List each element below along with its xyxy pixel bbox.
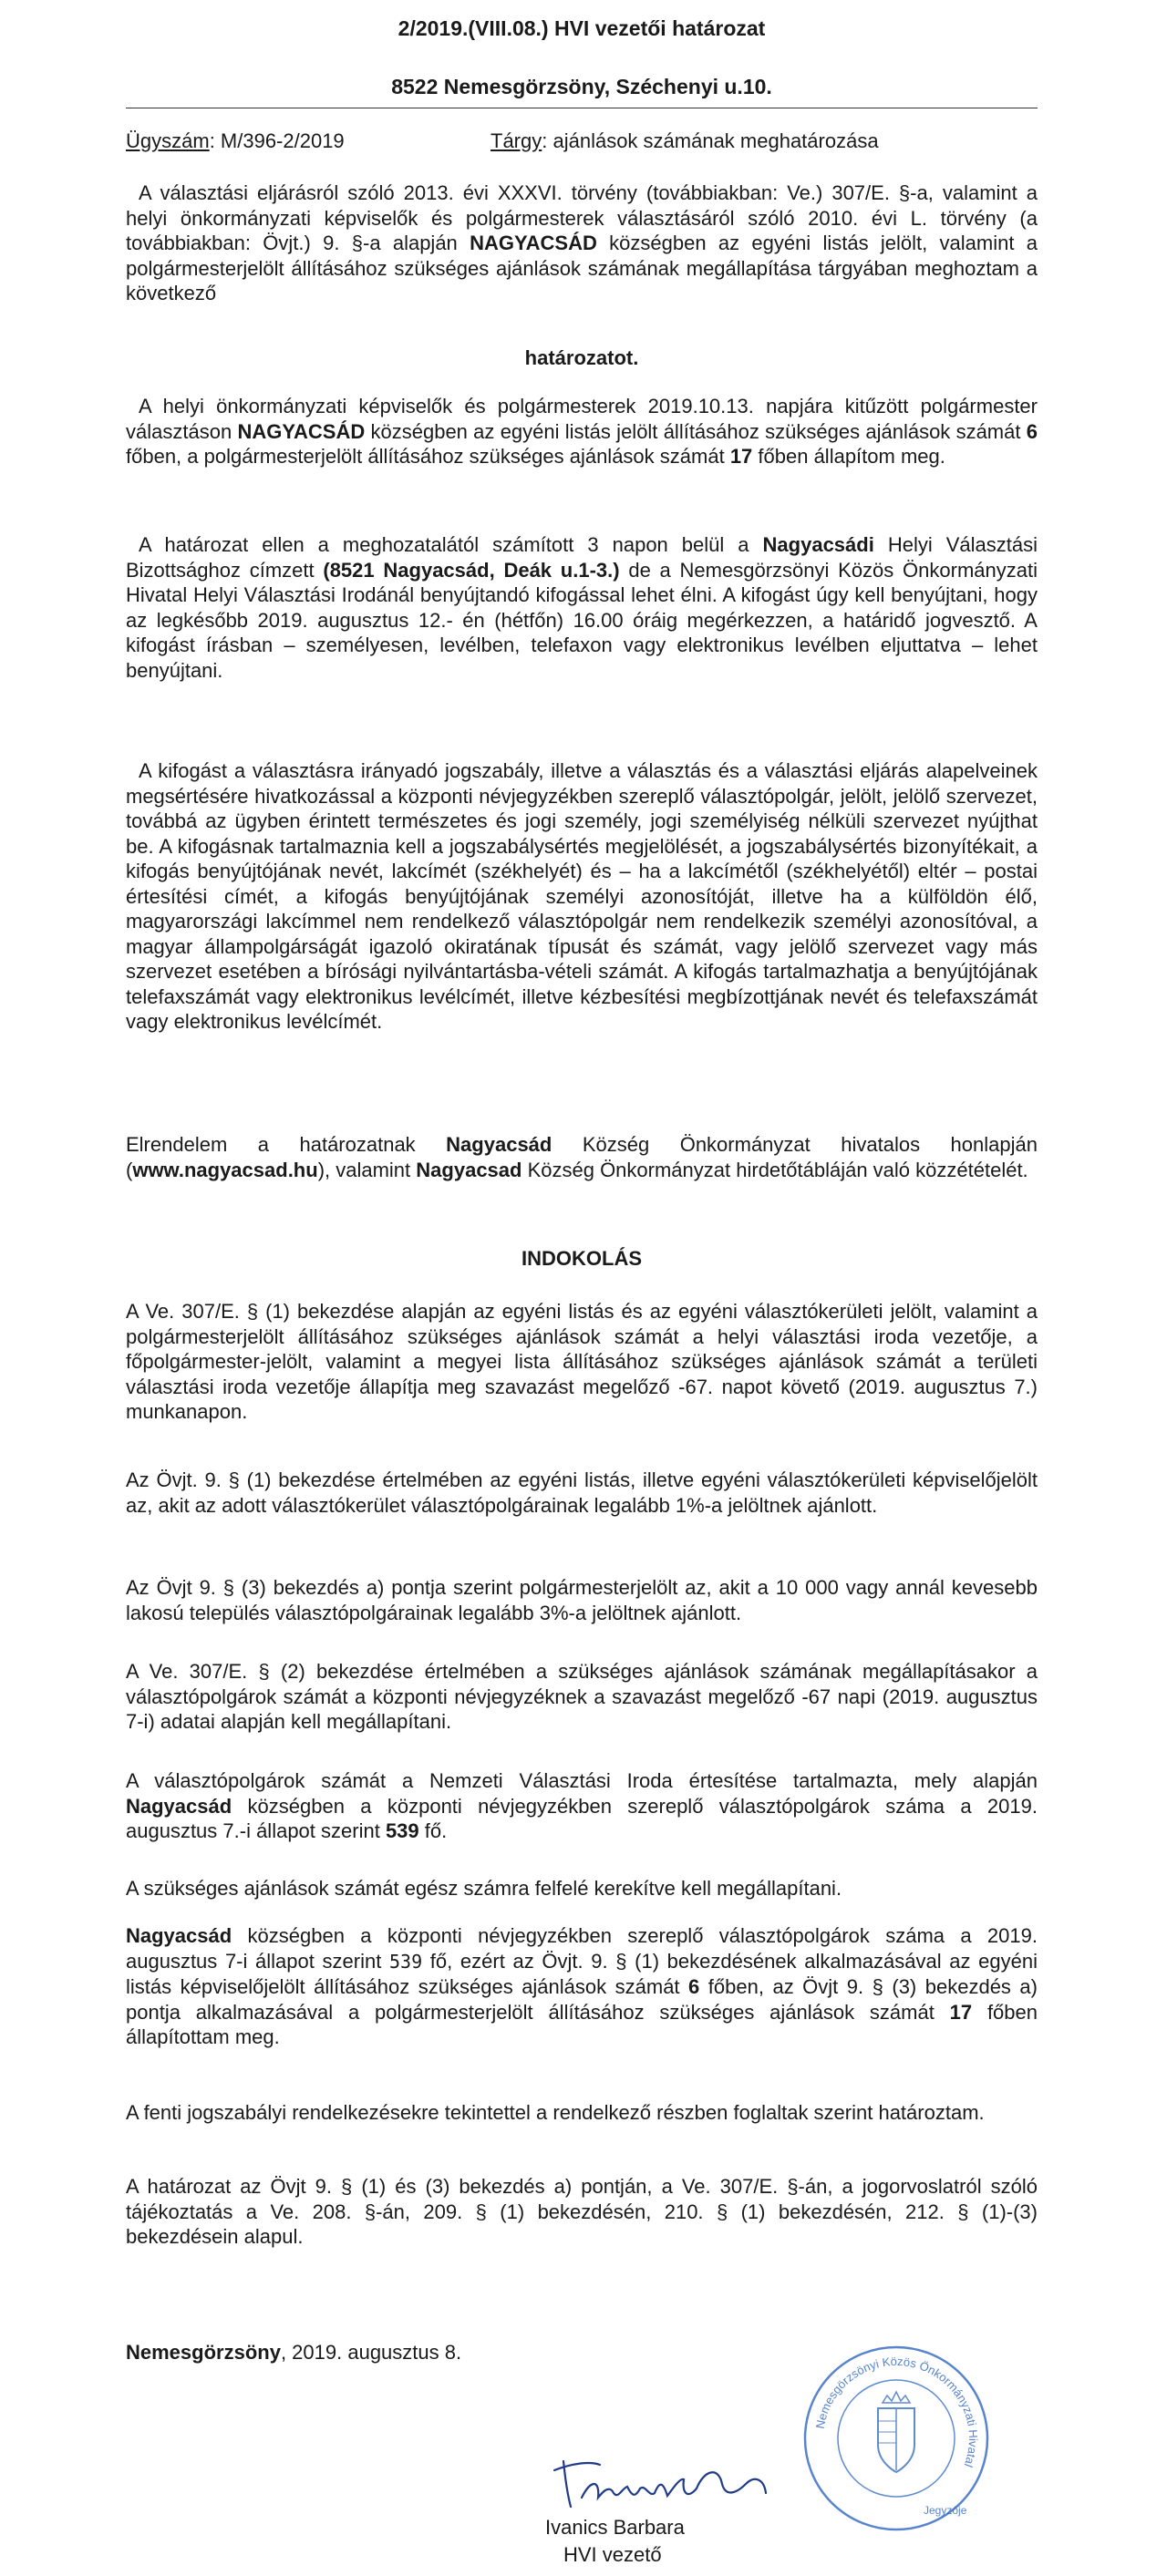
- stamp-bottom-text: Jegyzője: [924, 2504, 967, 2517]
- decision-count-list: 6: [1026, 419, 1038, 443]
- decision-text-1: A helyi önkormányzati képviselők és polgármesterek 2019.10.13. napjára kitűzött polgármester választáson: [126, 395, 1038, 443]
- reasoning-p7-count-list: 6: [688, 1975, 700, 1998]
- appeal-committee-address: (8521 Nagyacsád, Deák u.1-3.): [323, 558, 620, 582]
- case-subject-value: : ajánlások számának meghatározása: [542, 129, 879, 152]
- reasoning-p7-count-handwritten: 539: [389, 1950, 423, 1973]
- signatory-role: HVI vezető: [563, 2543, 662, 2566]
- decision-place: NAGYACSÁD: [237, 419, 366, 443]
- publication-text-3: ), valamint: [317, 1158, 417, 1181]
- objection-paragraph: A kifogást a választásra irányadó jogszabály, illetve a választás és a választási eljárás alapelveinek megsértésére hivatkozással a központi névjegyzékben szereplő választópolgár, jelölt, jelölő szervezet, továbbá az ügyben érintett természetes és jogi személy, jogi személyiség nélküli szervezet nyújthat be. A kifogásnak tartalmaznia kell a jogszabálysértés megjelölését, a jogszabálysértés bizonyítékait, a kifogás benyújtójának nevét, lakcímét (székhelyét) és – ha a lakcímétől (székhelyétől) eltér – postai értesítési címét, a kifogás benyújtójának személyi azonosítóját, illetve ha a külföldön élő, magyarországi lakcímmel nem rendelkező választópolgár nem rendelkezik személyi azonosítóval, a magyar állampolgárságát igazoló okiratának típusát és számát, vagy jelölő szervezet vagy más szervezet esetében a bírósági nyilvántartásba-vételi számát. A kifogás tartalmazhatja a benyújtójának telefaxszámát vagy elektronikus levélcímét, illetve kézbesítési megbízottjának nevét és telefaxszámát vagy elektronikus levélcímét.: [126, 759, 1038, 1033]
- closing-place: Nemesgörzsöny: [126, 2341, 281, 2364]
- reasoning-p5-place: Nagyacsád: [126, 1794, 232, 1818]
- case-line: [126, 129, 1038, 153]
- reasoning-paragraph-8: A fenti jogszabályi rendelkezésekre tekintettel a rendelkező részben foglaltak szerint határoztam.: [126, 2101, 985, 2124]
- reasoning-paragraph-1: A Ve. 307/E. § (1) bekezdése alapján az egyéni listás és az egyéni választókerületi jelölt, valamint a polgármesterjelölt állításához szükséges ajánlások számát a helyi választási iroda vezetője, a főpolgármester-jelölt, valamint a megyei lista állításához szükséges ajánlások számát a területi választási iroda vezetője állapítja meg szavazást megelőző -67. napot követő (2019. augusztus 7.) munkanapon.: [126, 1300, 1038, 1423]
- reasoning-paragraph-5: [126, 1768, 1038, 1844]
- case-number-label: Ügyszám: [126, 129, 210, 152]
- reasoning-p7-text-1: községben a központi névjegyzékben szereplő választópolgárok száma a 2019. augusztus 7-i állapot szerint: [126, 1924, 1038, 1973]
- decision-heading: határozatot.: [524, 346, 639, 369]
- appeal-committee: Nagyacsádi: [762, 533, 874, 556]
- reasoning-paragraph-6: A szükséges ajánlások számát egész számra felfelé kerekítve kell megállapítani.: [126, 1877, 842, 1900]
- intro-paragraph: [126, 180, 1038, 306]
- decision-text-2: községben az egyéni listás jelölt állításához szükséges ajánlások számát: [365, 419, 1027, 443]
- reasoning-p7-text-4: főben állapítottam meg.: [126, 2000, 1038, 2048]
- reasoning-paragraph-2: Az Övjt. 9. § (1) bekezdése értelmében az egyéni listás, illetve egyéni választókerületi képviselőjelölt az, akit az adott választókerület választópolgárainak legalább 1%-a jelöltnek ajánlott.: [126, 1468, 1038, 1517]
- decision-text-3: főben, a polgármesterjelölt állításához szükséges ajánlások számát: [126, 445, 730, 468]
- reasoning-p5-text-3: fő.: [418, 1819, 448, 1842]
- publication-place-2: Nagyacsad: [416, 1158, 522, 1181]
- appeal-text-2: Helyi Választási Bizottsághoz címzett: [126, 533, 1038, 582]
- reasoning-p7-text-2: fő, ezért az Övjt. 9. § (1) bekezdésének alkalmazásával az egyéni listás képviselőjelölt állításához szükséges ajánlások számát: [126, 1949, 1038, 1998]
- decision-count-mayor: 17: [729, 445, 753, 468]
- coat-of-arms-icon: [878, 2392, 914, 2472]
- reasoning-p5-text-2: községben a központi névjegyzékben szereplő választópolgárok száma a 2019. augusztus 7.-i állapot szerint: [126, 1794, 1038, 1842]
- case-number-value: : M/396-2/2019: [209, 129, 345, 152]
- reasoning-paragraph-7: [126, 1923, 1038, 2050]
- reasoning-heading: INDOKOLÁS: [522, 1247, 642, 1270]
- signatory-name: Ivanics Barbara: [545, 2516, 685, 2539]
- intro-place: NAGYACSÁD: [470, 232, 597, 254]
- publication-paragraph: [126, 1132, 1038, 1182]
- publication-text-1: Elrendelem a határozatnak: [126, 1133, 447, 1156]
- reasoning-paragraph-4: A Ve. 307/E. § (2) bekezdése értelmében a szükséges ajánlások számának megállapításakor a választópolgárok számát a központi névjegyzéknek a szavazást megelőző -67 napi (2019. augusztus 7-i) adatai alapján kell megállapítani.: [126, 1660, 1038, 1733]
- appeal-paragraph: [126, 532, 1038, 683]
- decision-paragraph: [126, 394, 1038, 469]
- stamp-ring-text: Nemesgörzsönyi Közös Önkormányzati Hivatal: [812, 2354, 981, 2469]
- appeal-text-1: A határozat ellen a meghozatalától számított 3 napon belül a: [139, 533, 763, 556]
- reasoning-paragraph-3: Az Övjt 9. § (3) bekezdés a) pontja szerint polgármesterjelölt az, akit a 10 000 vagy annál kevesebb lakosú település választópolgárainak legalább 3%-a jelöltnek ajánlott.: [126, 1576, 1038, 1624]
- reasoning-p5-count: 539: [385, 1819, 419, 1842]
- document-title: 2/2019.(VIII.08.) HVI vezetői határozat: [398, 16, 766, 40]
- official-stamp: [800, 2343, 992, 2534]
- signature-block: [527, 2443, 800, 2571]
- publication-website: www.nagyacsad.hu: [132, 1158, 318, 1181]
- publication-text-2: Község Önkormányzat hivatalos honlapján (: [126, 1133, 1038, 1181]
- publication-text-4: Község Önkormányzat hirdetőtábláján való közzétételét.: [522, 1158, 1028, 1181]
- intro-text-2: községben az egyéni listás jelölt, valamint a polgármesterjelölt állításához szükséges ajánlások számának megállapítása tárgyában meghoztam a következő: [126, 232, 1038, 304]
- publication-place-1: Nagyacsád: [446, 1133, 553, 1156]
- intro-text-1: A választási eljárásról szóló 2013. évi XXXVI. törvény (továbbiakban: Ve.) 307/E. §-a, valamint a helyi önkormányzati képviselők és polgármesterek választásáról szóló 2010. évi L. törvény (a továbbiakban: Övjt.) 9. §-a alapján: [126, 181, 1038, 254]
- appeal-text-3: de a Nemesgörzsönyi Közös Önkormányzati Hivatal Helyi Választási Irodánál benyújtandó kifogással lehet élni. A kifogást úgy kell benyújtani, hogy az legkésőbb 2019. augusztus 12.- én (hétfőn) 16.00 óráig megérkezzen, a határidő jogvesztő. A kifogást írásban – személyesen, levélben, telefaxon vagy elektronikus levélben eljuttatva – lehet benyújtani.: [126, 558, 1038, 682]
- reasoning-p7-count-mayor: 17: [949, 2000, 973, 2024]
- case-subject-label: Tárgy: [491, 129, 542, 152]
- document-address: 8522 Nemesgörzsöny, Széchenyi u.10.: [391, 75, 772, 98]
- document-page: [126, 0, 1038, 2576]
- handwritten-signature: [527, 2443, 800, 2516]
- reasoning-p7-text-3: főben, az Övjt 9. § (3) bekezdés a) pontja alkalmazásával a polgármesterjelölt állításához szükséges ajánlások számát: [126, 1975, 1038, 2024]
- case-subject: [491, 129, 879, 153]
- closing-date: , 2019. augusztus 8.: [280, 2341, 462, 2364]
- reasoning-paragraph-9: A határozat az Övjt 9. § (1) és (3) bekezdés a) pontján, a Ve. 307/E. §-án, a jogorvoslatról szóló tájékoztatás a Ve. 208. §-án, 209. § (1) bekezdésén, 210. § (1) bekezdésén, 212. § (1)-(3) bekezdésein alapul.: [126, 2175, 1038, 2248]
- reasoning-p7-place: Nagyacsád: [126, 1924, 232, 1947]
- closing-place-date: [126, 2341, 461, 2365]
- decision-text-4: főben állapítom meg.: [752, 445, 945, 468]
- reasoning-p5-text-1: A választópolgárok számát a Nemzeti Választási Iroda értesítése tartalmazta, mely alapján: [126, 1769, 1038, 1792]
